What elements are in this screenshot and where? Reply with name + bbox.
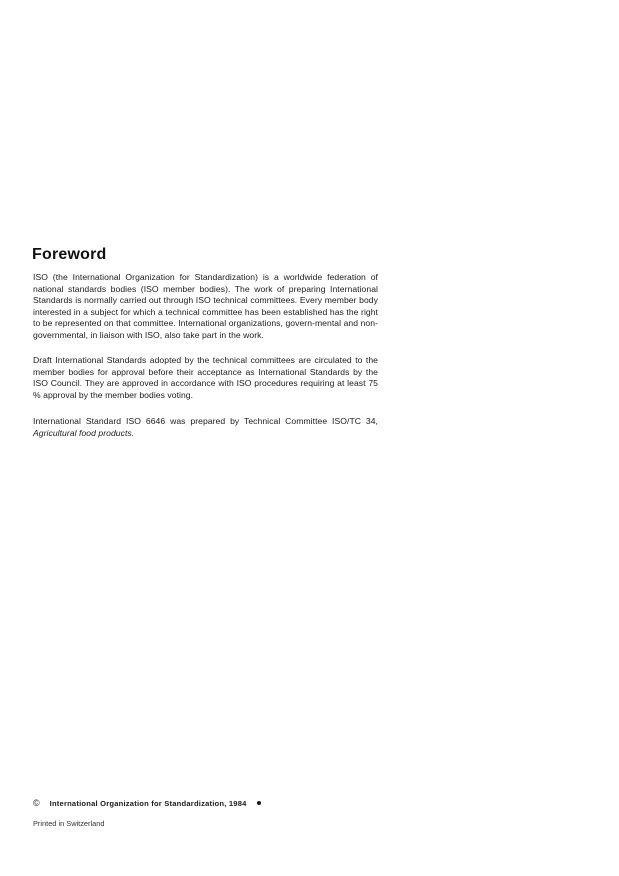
copyright-line <box>33 798 261 808</box>
printed-location: Printed in Switzerland <box>33 819 105 828</box>
foreword-paragraph-1: ISO (the International Organization for Standardization) is a worldwide federation of national standards bodies (ISO member bodies). The work of preparing International Standards is normally carried out through ISO technical committees. Every member body interested in a subject for which a technical committee has been established has the right to be represented on that committee. International organizations, govern-mental and non-governmental, in liaison with ISO, also take part in the work. <box>33 272 378 340</box>
foreword-paragraph-3-text: International Standard ISO 6646 was prepared by Technical Committee ISO/TC 34, <box>33 416 378 426</box>
committee-title: Agricultural food products. <box>33 427 135 438</box>
bullet-icon <box>257 801 261 805</box>
foreword-paragraph-3 <box>33 416 378 439</box>
foreword-paragraph-2: Draft International Standards adopted by the technical committees are circulated to the member bodies for approval before their acceptance as International Standards by the ISO Council. They are approved in accordance with ISO procedures requiring at least 75 % approval by the member bodies voting. <box>33 355 378 400</box>
copyright-text: International Organization for Standardization, 1984 <box>49 798 247 808</box>
page-title: Foreword <box>32 246 107 263</box>
copyright-icon: © <box>33 798 40 808</box>
